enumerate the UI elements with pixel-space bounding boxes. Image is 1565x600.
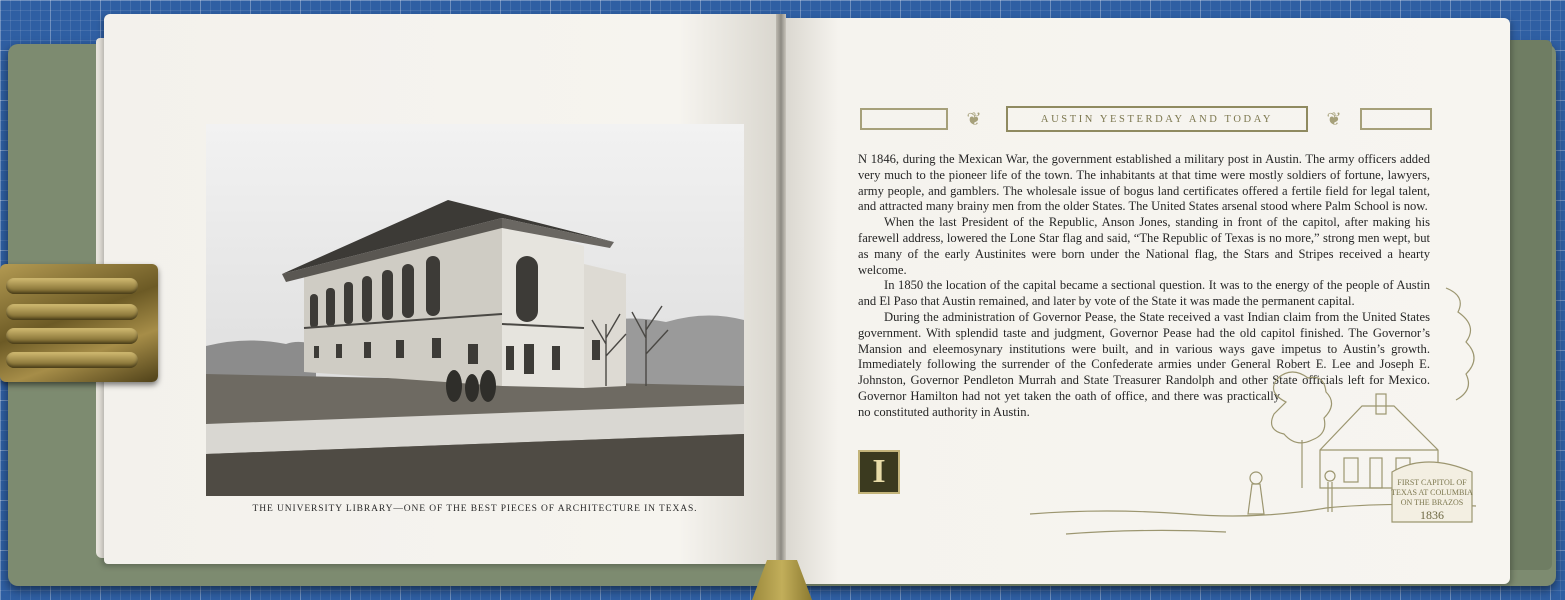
banner-year: 1836 bbox=[1420, 508, 1444, 522]
banner-line-2: TEXAS AT COLUMBIA bbox=[1391, 488, 1473, 497]
header-ornament-right-bar bbox=[1360, 108, 1432, 130]
running-header bbox=[860, 104, 1432, 134]
clip-finger bbox=[6, 352, 138, 368]
first-capitol-illustration bbox=[1026, 282, 1482, 550]
clip-finger bbox=[6, 304, 138, 320]
header-ornament-left-bar bbox=[860, 108, 948, 130]
paragraph: N 1846, during the Mexican War, the government established a military post in Austin. The army officers added very much to the pioneer life of the town. The inhabitants at that time were mostly soldiers of fortune, lawyers, army people, and gamblers. The wholesale issue of bogus land certificates offered a fertile field for legal talent, and attracted many brainy men from the older States. The United States arsenal stood where Palm School is now. bbox=[858, 152, 1430, 214]
running-header-title: AUSTIN YESTERDAY AND TODAY bbox=[1006, 106, 1308, 132]
hand-clip-weight bbox=[0, 264, 158, 382]
clip-finger bbox=[6, 278, 138, 294]
book-gutter bbox=[776, 14, 786, 584]
library-photograph bbox=[206, 124, 744, 496]
photo-caption: THE UNIVERSITY LIBRARY—ONE OF THE BEST PIECES OF ARCHITECTURE IN TEXAS. bbox=[252, 504, 698, 514]
banner-line-3: ON THE BRAZOS bbox=[1400, 498, 1464, 507]
paragraph: In 1850 the location of the capital became a sectional question. It was to the energy of the people of Austin and El Paso that Austin remained, and later by vote of the State it was made the permanent capital. bbox=[858, 278, 1430, 309]
header-knot-ornament-icon: ❦ bbox=[966, 109, 982, 129]
library-building-image bbox=[206, 124, 744, 496]
header-knot-ornament-icon: ❦ bbox=[1326, 109, 1342, 129]
drop-cap-letter: I bbox=[858, 450, 900, 494]
paragraph: When the last President of the Republic, Anson Jones, standing in front of the capitol, after making his farewell address, lowered the Lone Star flag and said, “The Republic of Texas is no more,” strong men wept, but as many of the early Austinites were born under the National flag, the Stars and Stripes received a hearty welcome. bbox=[858, 215, 1430, 277]
paragraph: During the administration of Governor Pease, the State received a vast Indian claim from the United States government. With splendid taste and judgment, Governor Pease had the old capitol finished. The Governor’s Mansion and eleemosynary institutions were built, and in various ways gave impetus to Austin’s growth. Immediately following the surrender of the Confederate armies under General Robert E. Lee and Joseph E. Johnston, Governor Pendleton Murrah and State Treasurer Randolph and other State officials left for Mexico. Governor Hamilton had not yet taken the oath of office, and there was practically no constituted authority in Austin. bbox=[858, 309, 1430, 419]
banner-line-1: FIRST CAPITOL OF bbox=[1397, 478, 1467, 487]
clip-finger bbox=[6, 328, 138, 344]
